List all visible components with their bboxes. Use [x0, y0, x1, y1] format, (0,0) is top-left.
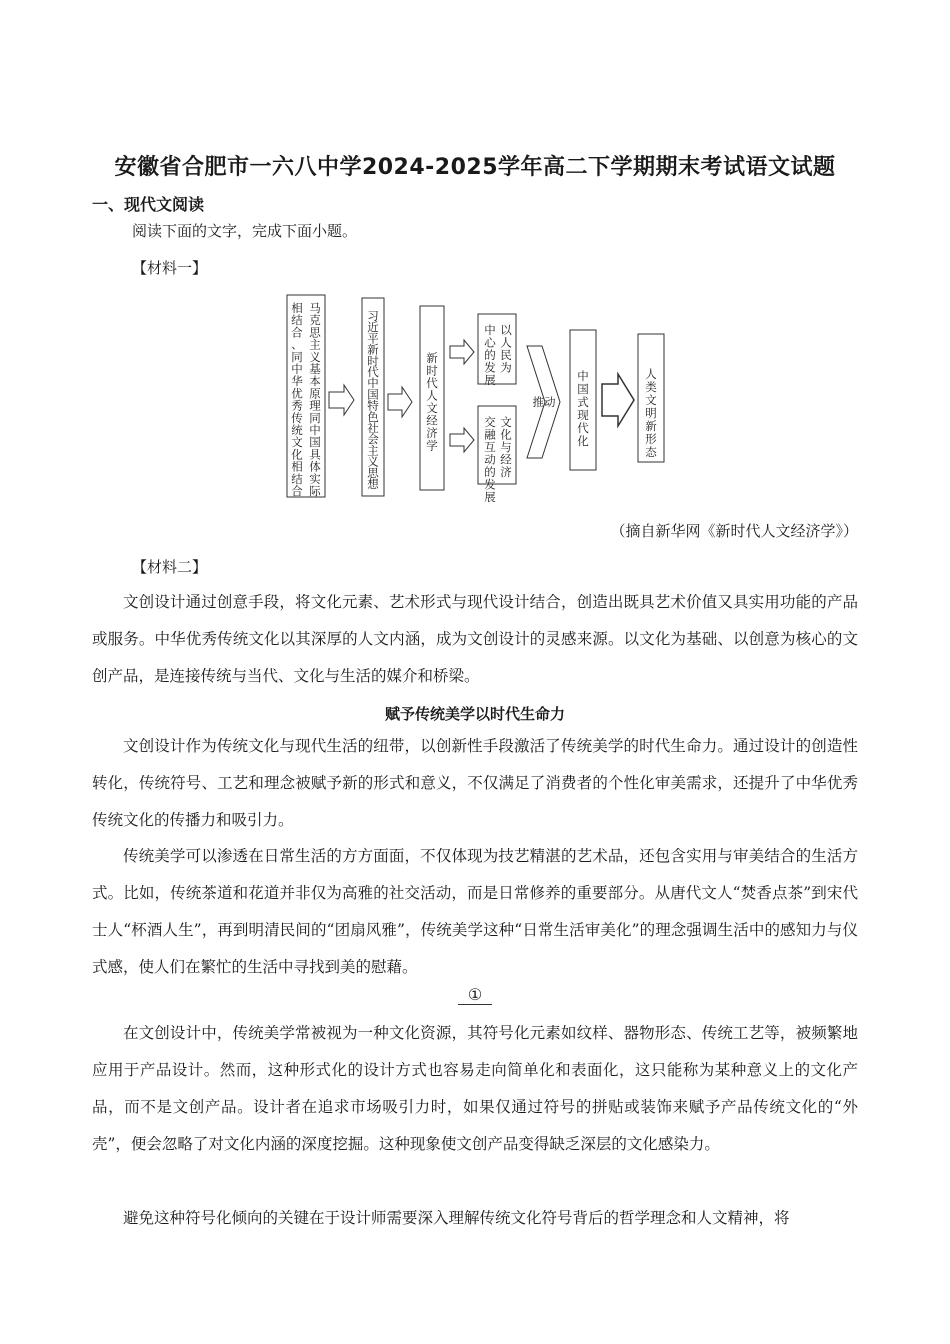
paragraph-3: 传统美学可以渗透在日常生活的方方面面，不仅体现为技艺精湛的艺术品，还包含实用与审美结合的生活方式。比如，传统茶道和花道并非仅为高雅的社交活动，而是日常修养的重要部分。从唐代文人“焚香点茶”到宋代士人“杯酒人生”，再到明清民间的“团扇风雅”，传统美学这种“日常生活审美化”的理念强调生活中的感知力与仪式感，使人们在繁忙的生活中寻找到美的慰藉。: [92, 847, 858, 976]
paragraph-2: 文创设计作为传统文化与现代生活的纽带，以创新性手段激活了传统美学的时代生命力。通过设计的创造性转化，传统符号、工艺和理念被赋予新的形式和意义，不仅满足了消费者的个性化审美需求，还提升了中华优秀传统文化的传播力和吸引力。: [92, 737, 858, 829]
arrow-4: [602, 374, 634, 426]
material2-label: 【材料二】: [132, 558, 208, 576]
diagram-box-1-col-a: 马克思主义基本原理同中国具体实际: [309, 301, 321, 498]
diagram-box-4-col-b: 中心的发展: [484, 323, 496, 387]
section-heading: 一、现代文阅读: [92, 195, 205, 214]
diagram-box-1-col-b: 相结合、同中华优秀传统文化相结合: [291, 301, 303, 498]
subtitle: 赋予传统美学以时代生命力: [384, 705, 565, 723]
paragraph-5: 避免这种符号化倾向的关键在于设计师需要深入理解传统文化符号背后的哲学理念和人文精神，将: [123, 1209, 790, 1227]
diagram-box-4-col-a: 以人民为: [500, 323, 512, 375]
push-label: 推动: [532, 395, 556, 409]
arrow-3b: [450, 428, 474, 452]
diagram-box-6-text: 中国式现代化: [577, 369, 589, 448]
blank-marker-text: ①: [458, 985, 492, 1005]
document-title: 安徽省合肥市一六八中学2024-2025学年高二下学期期末考试语文试题: [114, 155, 836, 180]
paragraph-1: 文创设计通过创意手段，将文化元素、艺术形式与现代设计结合，创造出既具艺术价值又具实用功能的产品或服务。中华优秀传统文化以其深厚的人文内涵，成为文创设计的灵感来源。以文化为基础、以创意为核心的文创产品，是连接传统与当代、文化与生活的媒介和桥梁。: [92, 593, 858, 685]
diagram-box-5-col-a: 文化与经济: [500, 415, 512, 479]
arrow-3a: [450, 340, 474, 364]
flow-diagram: [282, 290, 672, 502]
blank-marker: [0, 985, 950, 1004]
diagram-box-2-text: 习近平新时代中国特色社会主义思想: [367, 309, 379, 491]
source-citation: （摘自新华网《新时代人文经济学》）: [610, 522, 858, 540]
paragraph-4: 在文创设计中，传统美学常被视为一种文化资源，其符号化元素如纹样、器物形态、传统工艺等，被频繁地应用于产品设计。然而，这种形式化的设计方式也容易走向简单化和表面化，这只能称为某种意义上的文化产品，而不是文创产品。设计者在追求市场吸引力时，如果仅通过符号的拼贴或装饰来赋予产品传统文化的“外壳”，便会忽略了对文化内涵的深度挖掘。这种现象使文创产品变得缺乏深层的文化感染力。: [92, 1024, 858, 1153]
instruction-text: 阅读下面的文字，完成下面小题。: [132, 222, 358, 240]
arrow-1: [329, 385, 354, 415]
material1-label: 【材料一】: [132, 259, 208, 277]
arrow-2: [388, 387, 412, 417]
diagram-box-3-text: 新时代人文经济学: [426, 351, 438, 453]
diagram-box-7-text: 人类文明新形态: [645, 367, 657, 459]
diagram-box-5-col-b: 交融互动的发展: [484, 415, 496, 502]
